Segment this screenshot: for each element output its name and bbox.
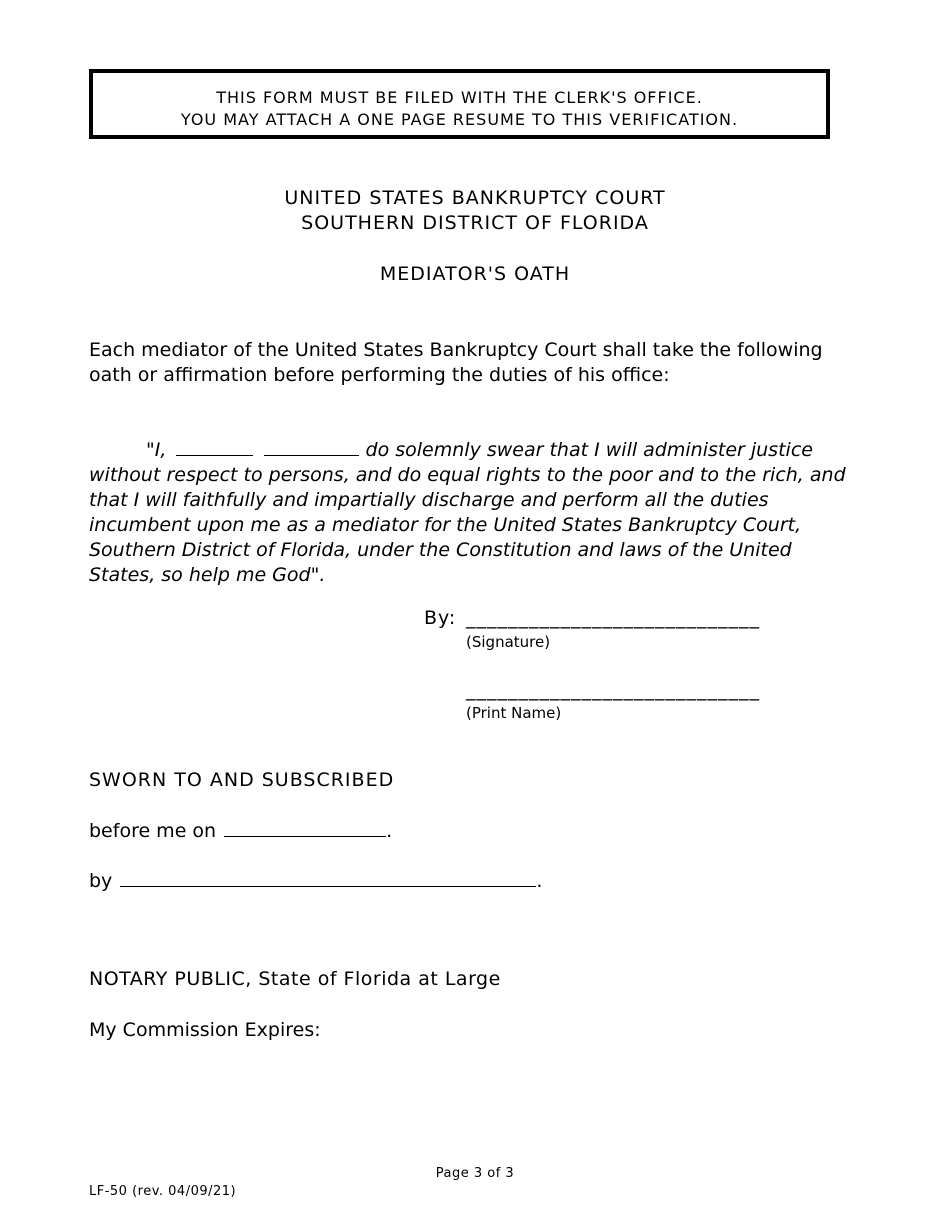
notary-public-line: NOTARY PUBLIC, State of Florida at Large xyxy=(89,968,501,990)
district-name: SOUTHERN DISTRICT OF FLORIDA xyxy=(301,212,649,234)
court-name: UNITED STATES BANKRUPTCY COURT xyxy=(284,187,666,209)
oath-line-6: States, so help me God". xyxy=(89,564,326,586)
signature-line[interactable]: ____________________________ xyxy=(466,607,760,629)
intro-line-1: Each mediator of the United States Bankruptcy Court shall take the following xyxy=(89,339,823,361)
name-blank-first[interactable] xyxy=(176,437,253,456)
print-name-caption: (Print Name) xyxy=(466,704,562,722)
oath-line-1 xyxy=(89,437,849,463)
notice-line-1: THIS FORM MUST BE FILED WITH THE CLERK'S OFFICE. xyxy=(216,88,703,107)
name-blank-last[interactable] xyxy=(264,437,359,456)
oath-line-1-rest: do solemnly swear that I will administer justice xyxy=(365,439,813,461)
before-me-row xyxy=(89,818,849,844)
oath-line-4: incumbent upon me as a mediator for the United States Bankruptcy Court, xyxy=(89,514,802,536)
by-name-blank[interactable] xyxy=(120,868,536,887)
oath-line-5: Southern District of Florida, under the Constitution and laws of the United xyxy=(89,539,792,561)
date-blank[interactable] xyxy=(224,818,386,837)
by-row xyxy=(89,868,849,894)
oath-opening: "I, xyxy=(146,439,167,461)
oath-paragraph xyxy=(89,437,849,588)
page-title: MEDIATOR'S OATH xyxy=(379,263,571,285)
oath-line-3: that I will faithfully and impartially discharge and perform all the duties xyxy=(89,489,769,511)
sworn-heading: SWORN TO AND SUBSCRIBED xyxy=(89,769,395,791)
by-label: By: xyxy=(424,607,457,629)
signature-caption: (Signature) xyxy=(466,633,551,651)
commission-expires: My Commission Expires: xyxy=(89,1019,321,1041)
oath-line-2: without respect to persons, and do equal rights to the poor and to the rich, and xyxy=(89,464,846,486)
before-me-period: . xyxy=(386,820,393,842)
print-name-line[interactable]: ____________________________ xyxy=(466,679,760,701)
notice-line-2: YOU MAY ATTACH A ONE PAGE RESUME TO THIS VERIFICATION. xyxy=(180,110,739,129)
intro-line-2: oath or affirmation before performing the duties of his office: xyxy=(89,364,670,386)
page-number: Page 3 of 3 xyxy=(435,1166,515,1181)
filing-notice-box xyxy=(89,69,830,139)
before-me-label: before me on xyxy=(89,820,217,842)
intro-paragraph xyxy=(89,338,849,388)
by-notary-label: by xyxy=(89,870,113,892)
form-id: LF-50 (rev. 04/09/21) xyxy=(89,1184,237,1199)
by-period: . xyxy=(536,870,543,892)
